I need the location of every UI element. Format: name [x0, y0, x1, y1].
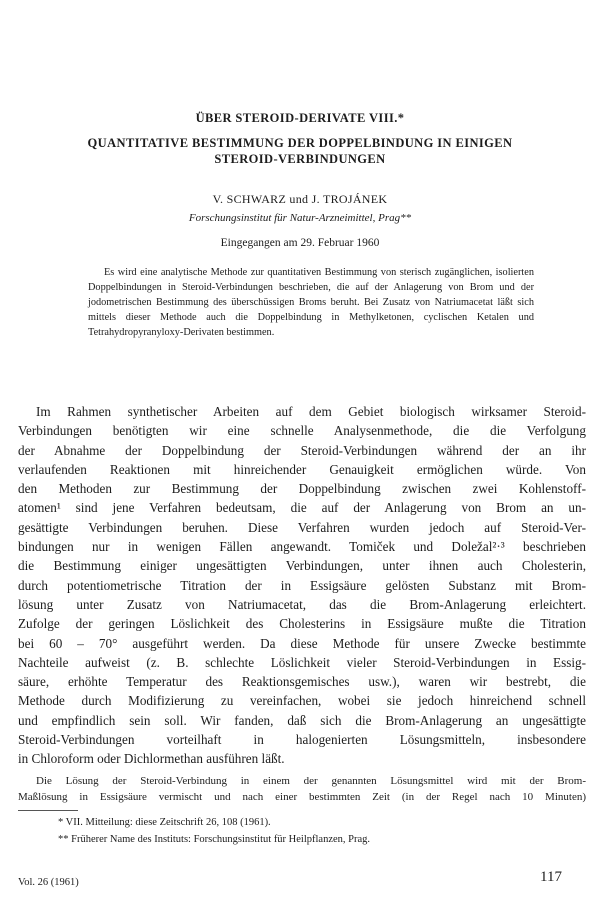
- body-line: Zufolge der geringen Löslichkeit des Cholesterins in Essigsäure mußte die Titration: [18, 616, 586, 632]
- body-line: bindungen nur in wenigen Fällen angewandt. Tomiček und Doležal²·³ beschrieben: [18, 539, 586, 555]
- article-title-line-3: STEROID-VERBINDUNGEN: [214, 152, 386, 166]
- body-line: der Abnahme der Doppelbindung der Steroid-Verbindungen während der an ihr: [18, 442, 586, 458]
- body-line: Methode durch Modifizierung zu vereinfachen, wobei sie jedoch hinreichend schnell: [18, 693, 586, 709]
- received-date: Eingegangen am 29. Februar 1960: [220, 237, 380, 249]
- small-print-line: Maßlösung in Essigsäure vermischt und nach einer bestimmten Zeit (in der Regel nach 10 Minuten): [18, 791, 586, 803]
- volume-label: Vol. 26 (1961): [18, 877, 79, 888]
- abstract: Es wird eine analytische Methode zur quantitativen Bestimmung von sterisch zugänglichen, isolierten Doppelbindungen in Steroid-Verbindungen beschrieben, die auf der Anlagerung von Brom und der jodometrischen Bestimmung des überschüssigen Broms beruht. Bei Zusatz von Natriumacetat läßt sich mittels dieser Methode auch die Doppelbindung in Methylketonen, cyclischen Ketalen und Tetrahydropyranyloxy-Derivaten bestimmen.: [88, 267, 534, 338]
- article-title-line-1: ÜBER STEROID-DERIVATE VIII.*: [195, 111, 405, 125]
- body-text: [18, 402, 586, 769]
- body-line: gesättigte Verbindungen beruhen. Diese Verfahren wurden jedoch auf Steroid-Ver-: [18, 519, 586, 535]
- article-title-line-2: QUANTITATIVE BESTIMMUNG DER DOPPELBINDUNG IN EINIGEN: [87, 136, 513, 150]
- body-line: verlaufenden Reaktionen mit hinreichender Genauigkeit ermöglichen würde. Von: [18, 461, 586, 477]
- footnote: * VII. Mitteilung: diese Zeitschrift 26, 108 (1961).: [58, 817, 271, 828]
- authors: V. SCHWARZ und J. TROJÁNEK: [212, 192, 388, 206]
- small-print-paragraph: [18, 773, 586, 805]
- body-line: Im Rahmen synthetischer Arbeiten auf dem Gebiet biologisch wirksamer Steroid-: [36, 404, 586, 419]
- body-line: lösung unter Zusatz von Natriumacetat, das die Brom-Anlagerung erleichtert.: [18, 596, 586, 612]
- body-line: die Bestimmung einiger ungesättigten Verbindungen, unter ihnen auch Cholesterin,: [18, 558, 586, 574]
- body-line: und empfindlich sein soll. Wir fanden, daß sich die Brom-Anlagerung an ungesättigte: [18, 712, 586, 728]
- page-number: 117: [540, 869, 562, 885]
- institute: Forschungsinstitut für Natur-Arzneimittel, Prag**: [188, 212, 412, 224]
- body-line: in Chloroform oder Dichlormethan ausführen läßt.: [18, 751, 285, 767]
- small-print-line: Die Lösung der Steroid-Verbindung in einem der genannten Lösungsmittel wird mit der Brom-: [36, 775, 586, 787]
- footnote: ** Früherer Name des Instituts: Forschungsinstitut für Heilpflanzen, Prag.: [58, 834, 371, 845]
- body-line: Verbindungen benötigten wir eine schnelle Analysenmethode, die die Verfolgung: [18, 423, 586, 439]
- body-line: Steroid-Verbindungen vorteilhaft in halogenierten Lösungsmitteln, insbesondere: [18, 732, 586, 748]
- body-line: den Methoden zur Bestimmung der Doppelbindung zwischen zwei Kohlenstoff-: [18, 481, 586, 497]
- body-line: atomen¹ sind jene Verfahren bedeutsam, die auf der Anlagerung von Brom an un-: [18, 500, 586, 516]
- footnote-divider: [18, 810, 78, 811]
- body-line: Nachteile aufweist (z. B. schlechte Löslichkeit vieler Steroid-Verbindungen in Essig-: [18, 654, 586, 670]
- body-line: durch potentiometrische Titration der in Essigsäure gelösten Substanz mit Brom-: [18, 577, 586, 593]
- body-line: bei 60 – 70° ausgeführt werden. Da diese Methode für unsere Zwecke bestimmte: [18, 635, 586, 651]
- body-line: säure, erhöhte Temperatur des Reaktionsgemisches usw.), waren wir bestrebt, die: [18, 674, 586, 690]
